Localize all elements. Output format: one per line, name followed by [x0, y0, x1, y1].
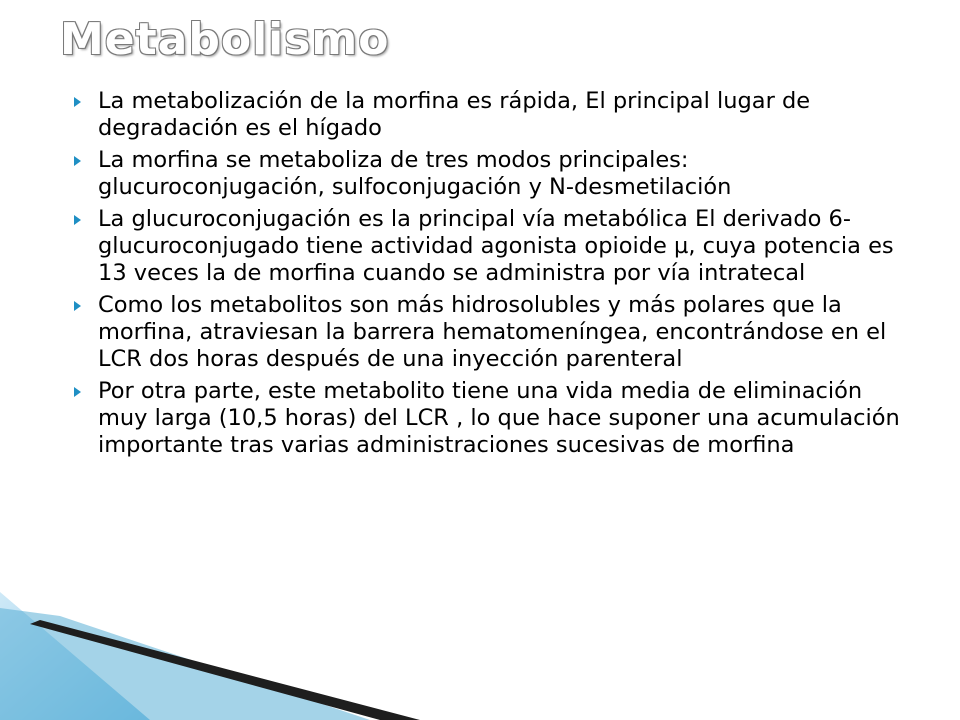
bullet-arrow-icon	[74, 156, 81, 166]
bullet-item	[72, 292, 918, 373]
swoosh-mid-band	[0, 608, 370, 720]
swoosh-dark-band	[30, 620, 420, 720]
bullet-arrow-icon	[74, 215, 81, 225]
bullet-text: Como los metabolitos son más hidrosolubles y más polares que la morfina, atraviesan la barrera hematomeníngea, encontrándose en el LCR dos horas después de una inyección parenteral	[98, 292, 887, 372]
bullet-arrow-icon	[74, 387, 81, 397]
bullet-text: Por otra parte, este metabolito tiene una vida media de eliminación muy larga (10,5 horas) del LCR , lo que hace suponer una acumulación importante tras varias administraciones sucesivas de morfina	[98, 378, 900, 458]
bullet-item	[72, 88, 918, 142]
bullet-item	[72, 147, 918, 201]
slide-title: Metabolismo	[60, 14, 390, 65]
bullet-text: La metabolización de la morfina es rápida, El principal lugar de degradación es el hígado	[98, 88, 811, 141]
bullet-arrow-icon	[74, 301, 81, 311]
bullet-arrow-icon	[74, 97, 81, 107]
bullet-item	[72, 378, 918, 459]
bullet-item	[72, 206, 918, 287]
decorative-swoosh	[0, 590, 960, 720]
bullet-text: La morfina se metaboliza de tres modos principales: glucuroconjugación, sulfoconjugación y N-desmetilación	[98, 147, 732, 200]
bullet-list	[72, 88, 918, 464]
swoosh-light-band	[0, 592, 150, 720]
bullet-text: La glucuroconjugación es la principal vía metabólica El derivado 6-glucuroconjugado tiene actividad agonista opioide µ, cuya potencia es 13 veces la de morfina cuando se administra por vía intratecal	[98, 206, 894, 286]
